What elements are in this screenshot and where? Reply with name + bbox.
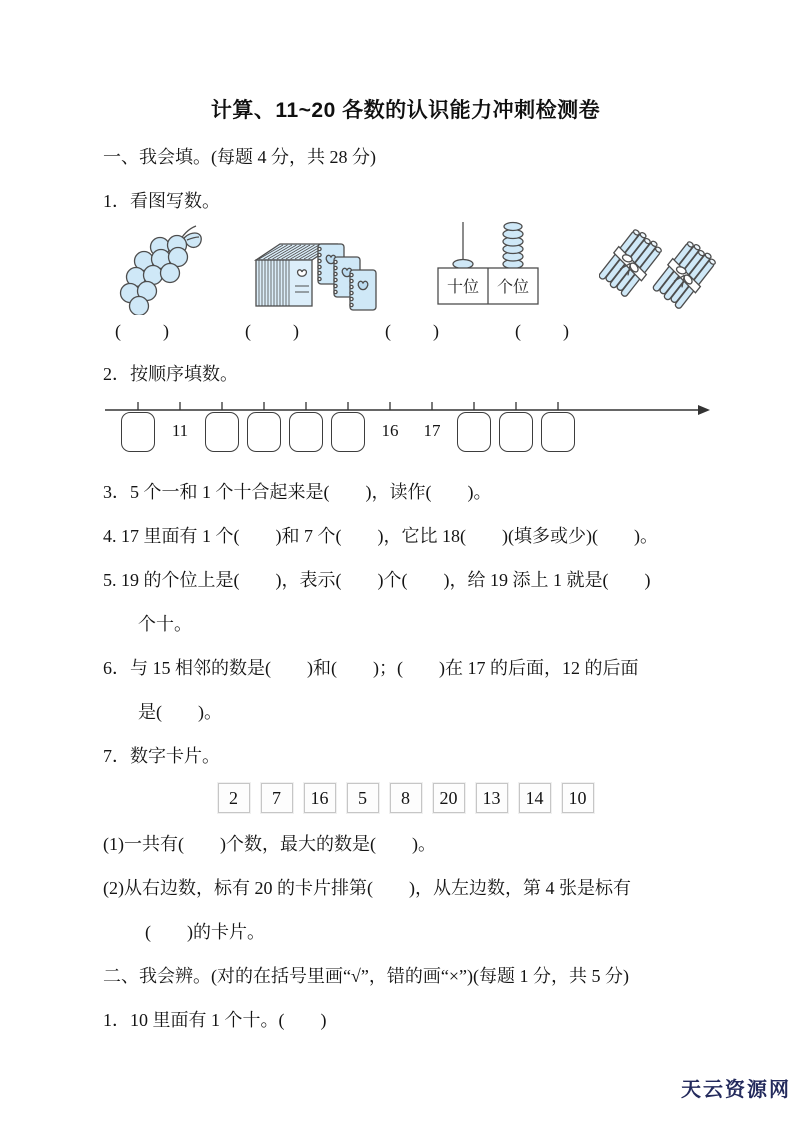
question-5-line2: 个十。: [138, 614, 192, 634]
question-7-sub1: (1)一共有( )个数，最大的数是( )。: [103, 834, 436, 854]
number-card: 13: [476, 783, 508, 813]
numberline-blank-box: [121, 412, 155, 452]
question-1-answer-blanks: [103, 317, 708, 343]
question-5-line1: 5. 19 的个位上是( )，表示( )个( )，给 19 添上 1 就是( ): [103, 570, 651, 590]
numberline-number: 16: [381, 421, 399, 440]
question-1-label: 1．看图写数。: [103, 191, 220, 211]
question-7-sub2-line1: (2)从右边数，标有 20 的卡片排第( )，从左边数，第 4 张是标有: [103, 878, 631, 898]
answer-blank: ( ): [515, 321, 571, 341]
number-card: 7: [261, 783, 293, 813]
abacus-ones-label: 个位: [496, 279, 530, 296]
number-card: 14: [519, 783, 551, 813]
page-title: 计算、11~20 各数的认识能力冲刺检测卷: [210, 99, 601, 122]
answer-blank: ( ): [385, 321, 441, 341]
answer-blank: ( ): [115, 321, 171, 341]
question-3: 3．5 个一和 1 个十合起来是( )，读作( )。: [103, 482, 492, 502]
question-2-label: 2．按顺序填数。: [103, 364, 238, 384]
numberline-blank-box: [289, 412, 323, 452]
question-4: 4. 17 里面有 1 个( )和 7 个( )，它比 18( )(填多或少)( )。: [103, 526, 658, 546]
section-one-heading: 一、我会填。(每题 4 分，共 28 分): [103, 147, 376, 167]
number-card: 20: [433, 783, 465, 813]
number-card: 8: [390, 783, 422, 813]
numberline-blank-box: [499, 412, 533, 452]
number-cards-row: [214, 783, 597, 813]
question-7-sub2-line2: ( )的卡片。: [145, 922, 265, 942]
books-image: [246, 220, 378, 320]
number-line: [103, 399, 708, 461]
numberline-number: 17: [423, 421, 441, 440]
abacus-tens-label: 十位: [446, 279, 480, 296]
question-6-line2: 是( )。: [138, 702, 222, 722]
answer-blank: ( ): [245, 321, 301, 341]
number-card: 16: [304, 783, 336, 813]
numberline-blank-box: [457, 412, 491, 452]
numberline-blank-box: [541, 412, 575, 452]
numberline-blank-box: [331, 412, 365, 452]
watermark: 天云资源网: [681, 1077, 791, 1101]
grapes-image: [108, 220, 203, 320]
number-card: 5: [347, 783, 379, 813]
question-7-label: 7．数字卡片。: [103, 746, 220, 766]
numberline-blank-box: [205, 412, 239, 452]
numberline-blank-box: [247, 412, 281, 452]
number-card: 10: [562, 783, 594, 813]
numberline-number: 11: [171, 421, 189, 440]
place-value-abacus-image: [433, 220, 543, 315]
stick-bundles-image: [599, 220, 717, 320]
section-two-question-1: 1．10 里面有 1 个十。( ): [103, 1010, 327, 1030]
section-two-heading: 二、我会辨。(对的在括号里画“√”，错的画“×”)(每题 1 分，共 5 分): [103, 966, 629, 986]
question-1-images-row: [103, 220, 708, 315]
question-6-line1: 6．与 15 相邻的数是( )和( )；( )在 17 的后面，12 的后面: [103, 658, 639, 678]
number-card: 2: [218, 783, 250, 813]
